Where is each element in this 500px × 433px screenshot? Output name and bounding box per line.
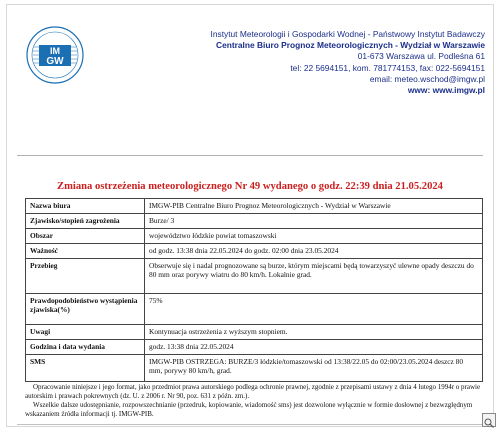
document-page	[6, 4, 494, 427]
row-value: godz. 13:38 dnia 22.05.2024	[145, 340, 483, 355]
row-label: Uwagi	[26, 325, 145, 340]
divider	[17, 424, 483, 425]
warning-title: Zmiana ostrzeżenia meteorologicznego Nr 49 wydanego o godz. 22:39 dnia 21.05.2024	[57, 181, 443, 192]
row-value: Obserwuje się i nadal prognozowane są burze, którym miejscami będą towarzyszyć ulewne opady deszczu do 80 mm oraz porywy wiatru do 80 km/h. Lokalnie grad.	[145, 259, 483, 294]
row-label: Zjawisko/stopień zagrożenia	[26, 214, 145, 229]
row-value: IMGW-PIB OSTRZEGA: BURZE/3 łódzkie/tomaszowski od 13:38/22.05 do 02:00/23.05.2024 deszcz 80 mm, porywy 80 km/h, grad.	[145, 355, 483, 382]
row-value: Burze/ 3	[145, 214, 483, 229]
header-office-name: Centralne Biuro Prognoz Meteorologicznych - Wydział w Warszawie	[216, 40, 485, 51]
header-address: 01-673 Warszawa ul. Podleśna 61	[357, 51, 485, 62]
table-row	[26, 199, 483, 214]
header-website[interactable]: www: www.imgw.pl	[407, 85, 485, 96]
table-row	[26, 325, 483, 340]
table-row	[26, 259, 483, 294]
logo-text-top: IM	[50, 46, 60, 56]
row-value: województwo łódzkie powiat tomaszowski	[145, 229, 483, 244]
row-label: Godzina i data wydania	[26, 340, 145, 355]
zoom-icon[interactable]	[482, 413, 496, 427]
footer-usage-text: Wszelkie dalsze udostępnianie, rozpowszechnianie (przedruk, kopiowanie, wiadomość sms) jest dozwolone wyłącznie w formie dosłownej z bezwzględnym wskazaniem źródła informacji tj. IMGW-PIB.	[25, 401, 473, 418]
table-row	[26, 294, 483, 325]
row-label: Ważność	[26, 244, 145, 259]
row-label: Przebieg	[26, 259, 145, 294]
row-label: Prawdopodobieństwo wystąpienia zjawiska(%)	[26, 294, 145, 325]
table-row	[26, 355, 483, 382]
table-row	[26, 229, 483, 244]
row-value: IMGW-PIB Centralne Biuro Prognoz Meteorologicznych - Wydział w Warszawie	[145, 199, 483, 214]
divider	[17, 155, 483, 156]
row-value: od godz. 13:38 dnia 22.05.2024 do godz. 02:00 dnia 23.05.2024	[145, 244, 483, 259]
header-phone: tel: 22 5694151, kom. 781774153, fax: 022-5694151	[290, 62, 485, 73]
row-value: Kontynuacja ostrzeżenia z wyższym stopniem.	[145, 325, 483, 340]
row-value: 75%	[145, 294, 483, 325]
institute-header	[185, 29, 485, 96]
footer-copyright-text: Opracowanie niniejsze i jego format, jako przedmiot prawa autorskiego podlega ochronie prawnej, zgodnie z przepisami ustawy z dnia 4 lutego 1994r o prawie autorskim i prawach pokrewnych (dz. U. z 2006 r. Nr 90, poz. 631 z późn. zm.).	[25, 383, 481, 400]
warning-table	[25, 198, 483, 382]
table-row	[26, 340, 483, 355]
table-row	[26, 214, 483, 229]
copyright-footer	[25, 383, 483, 419]
header-institute-name: Instytut Meteorologii i Gospodarki Wodnej - Państwowy Instytut Badawczy	[210, 29, 485, 39]
logo-text-bottom: GW	[46, 56, 64, 67]
row-label: Obszar	[26, 229, 145, 244]
row-label: SMS	[26, 355, 145, 382]
table-row	[26, 244, 483, 259]
row-label: Nazwa biura	[26, 199, 145, 214]
header-email[interactable]: email: meteo.wschod@imgw.pl	[369, 73, 485, 84]
imgw-logo	[25, 25, 85, 85]
